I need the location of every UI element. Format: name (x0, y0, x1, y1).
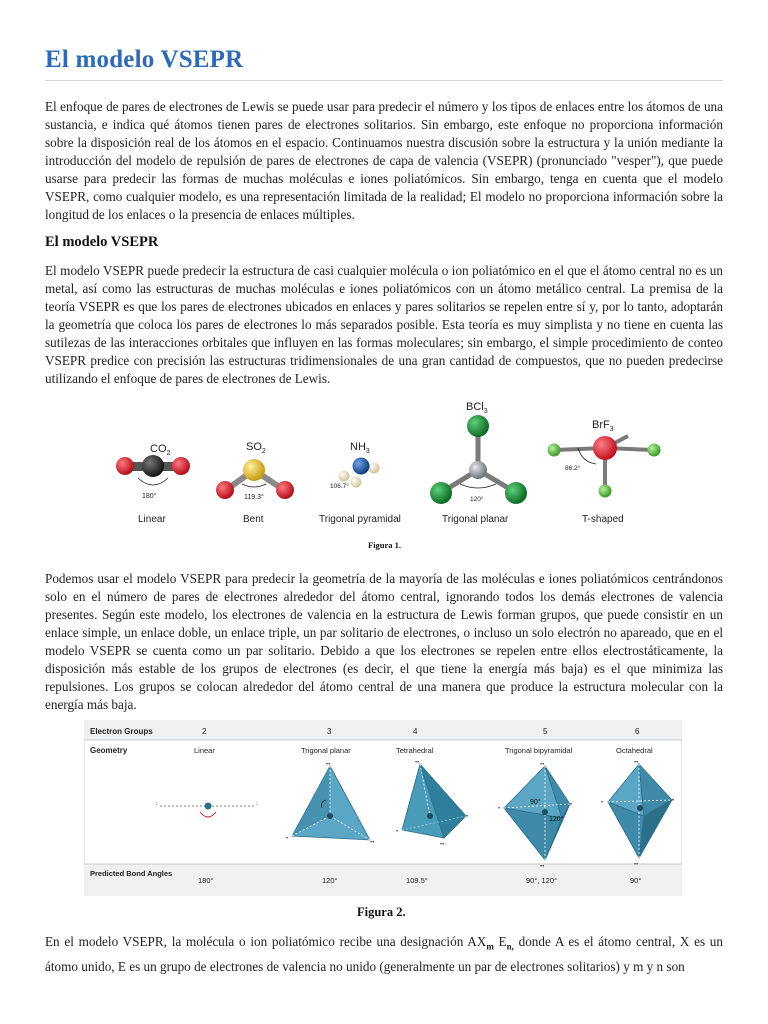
so2-shape: Bent (243, 514, 264, 525)
sulfur-atom (243, 459, 265, 481)
tbp-90-label: 90° (530, 799, 541, 806)
groups-4: 4 (413, 727, 418, 736)
groups-2: 2 (202, 727, 207, 736)
svg-text:••: •• (326, 762, 331, 768)
co2-angle: 180° (142, 493, 157, 500)
page-title: El modelo VSEPR (45, 46, 244, 73)
nh3-shape: Trigonal pyramidal (319, 514, 401, 525)
oxygen-atom (276, 481, 294, 499)
so2-angle: 119.3° (244, 494, 264, 501)
bcl3-formula: BCl$_3$ (466, 401, 488, 415)
svg-text::: : (156, 801, 158, 807)
bcl3-shape: Trigonal planar (442, 514, 509, 525)
groups-6: 6 (635, 727, 640, 736)
geometry-trigonal-planar: Trigonal planar (301, 746, 351, 755)
svg-text:••: •• (415, 760, 420, 766)
nh3-formula: $NH_3$ (350, 441, 370, 455)
geometry-trigonal-bipyramidal: Trigonal bipyramidal (505, 746, 573, 755)
intro-paragraph: El enfoque de pares de electrones de Lewis se puede usar para predecir el número y los tipos de enlaces entre los átomos de una sustancia, e indica qué átomos tienen pares de electrones solitarios. Sin embargo, este enfoque no proporciona información sobre la disposición real de los átomos en el espacio. Continuamos nuestra discusión sobre la estructura y la unión mediante la introducción del modelo de repulsión de pares de electrones de capa de valencia (VSEPR) (pronunciado "vesper"), que puede usarse para predecir las formas de muchas moléculas e iones poliatómicos. Sin embargo, tenga en cuenta que el modelo VSEPR, como cualquier modelo, es una representación limitada de la realidad; El modelo no proporciona información sobre la longitud de los enlaces o la presencia de enlaces múltiples. (45, 99, 723, 222)
svg-text:••: •• (440, 842, 445, 848)
tbp-120-label: 120° (549, 816, 564, 823)
svg-text:•: • (396, 829, 399, 835)
carbon-atom (142, 455, 164, 477)
nh3-angle: 106.7° (330, 483, 349, 490)
oxygen-atom (216, 481, 234, 499)
groups-3: 3 (327, 727, 332, 736)
geometry-linear: Linear (194, 746, 215, 755)
angle-trigonal-planar: 120° (322, 876, 338, 885)
geometry-tetrahedral: Tetrahedral (396, 746, 434, 755)
hydrogen-atom (369, 463, 380, 474)
brf3-angle: 86.2° (565, 465, 581, 472)
svg-text:••: •• (634, 760, 639, 766)
svg-text:•: • (286, 836, 289, 842)
section-heading: El modelo VSEPR (45, 234, 159, 250)
bromine-atom (593, 436, 617, 460)
svg-text:•: • (466, 814, 469, 820)
geometry-octahedral: Octahedral (616, 746, 653, 755)
notation-paragraph: En el modelo VSEPR, la molécula o ion poliatómico recibe una designación $AX_m$ $E_{n,}$ donde A es el átomo central, X es un átomo unido, E es un grupo de electrones de valencia no unido (generalmente un par de electrones solitarios) y m y n son (45, 934, 723, 974)
oxygen-atom (172, 457, 190, 475)
section-paragraph: El modelo VSEPR puede predecir la estructura de casi cualquier molécula o ion poliatómico en el que el átomo central no es un metal, así como las estructuras de muchas moléculas e iones poliatómicos con un átomo metálico central. La premisa de la teoría VSEPR es que los pares de electrones ubicados en enlaces y pares solitarios se repelen entre sí y, por lo tanto, adoptarán la geometría que coloca los pares de electrones lo más separados posible. Esta teoría es muy simplista y no tiene en cuenta las sutilezas de las interacciones orbitales que influyen en las formas moleculares; sin embargo, el simple procedimiento de conteo VSEPR predice con precisión las estructuras tridimensionales de una gran cantidad de compuestos, que no pueden predecirse utilizando el enfoque de pares de electrones de Lewis. (45, 263, 723, 386)
co2-formula: $CO_2$ (150, 443, 171, 457)
chlorine-atom (467, 415, 489, 437)
co2-model (116, 443, 190, 525)
boron-atom (469, 461, 487, 479)
figure-2-caption: Figura 2. (357, 905, 406, 919)
angle-trigonal-bipyramidal: 90°, 120° (526, 876, 558, 885)
angle-octahedral: 90° (630, 876, 642, 885)
svg-text:•: • (672, 798, 675, 804)
angle-tetrahedral: 109.5° (406, 876, 428, 885)
groups-5: 5 (543, 727, 548, 736)
oxygen-atom (116, 457, 134, 475)
row-label-electron-groups: Electron Groups (90, 727, 153, 736)
chlorine-atom (505, 482, 527, 504)
brf3-model (548, 419, 661, 525)
so2-model (216, 441, 294, 525)
fluorine-atom (599, 485, 612, 498)
nh3-model (319, 441, 401, 525)
brf3-formula: BrF$_3$ (592, 419, 614, 433)
nitrogen-atom (353, 458, 370, 475)
fluorine-atom (648, 444, 661, 457)
bcl3-angle: 120° (470, 496, 484, 503)
figure-1-caption: Figura 1. (368, 540, 402, 550)
figure-2-geometry-table (84, 720, 682, 896)
title-divider (45, 80, 723, 81)
so2-formula: $SO_2$ (246, 441, 266, 455)
svg-text:•: • (498, 806, 501, 812)
brf3-shape: T-shaped (582, 514, 624, 525)
figure-1-molecules (108, 398, 668, 530)
fluorine-atom (548, 444, 561, 457)
angle-linear: 180° (198, 876, 214, 885)
hydrogen-atom (351, 477, 362, 488)
svg-text:••: •• (540, 864, 545, 870)
svg-text::: : (256, 801, 258, 807)
row-label-bond-angles: Predicted Bond Angles (90, 869, 173, 878)
groups-paragraph: Podemos usar el modelo VSEPR para predecir la geometría de la mayoría de las moléculas e iones poliatómicos centrándonos solo en el número de pares de electrones alrededor del átomo central, ignorando todos los demás electrones de valencia presentes. Según este modelo, los electrones de valencia en la estructura de Lewis forman grupos, que puede consistir en un enlace simple, un enlace doble, un enlace triple, un par solitario de electrones, o incluso un solo electrón no apareado, que en el modelo VSEPR se cuenta como un par solitario. Debido a que los electrones se repelen entre ellos electrostáticamente, la disposición más estable de los grupos de electrones (es decir, el que tiene la energía más baja) es el que minimiza las repulsiones. Los grupos se colocan alrededor del átomo central de una manera que produce la estructura molecular con la energía más baja. (45, 571, 723, 712)
svg-text:••: •• (634, 862, 639, 868)
hydrogen-atom (339, 471, 350, 482)
bcl3-model (430, 401, 527, 525)
chlorine-atom (430, 482, 452, 504)
svg-text:••: •• (540, 762, 545, 768)
co2-shape: Linear (138, 514, 166, 525)
svg-text:•: • (601, 800, 604, 806)
svg-text:••: •• (370, 840, 375, 846)
row-label-geometry: Geometry (90, 746, 128, 755)
svg-text:•: • (570, 802, 573, 808)
